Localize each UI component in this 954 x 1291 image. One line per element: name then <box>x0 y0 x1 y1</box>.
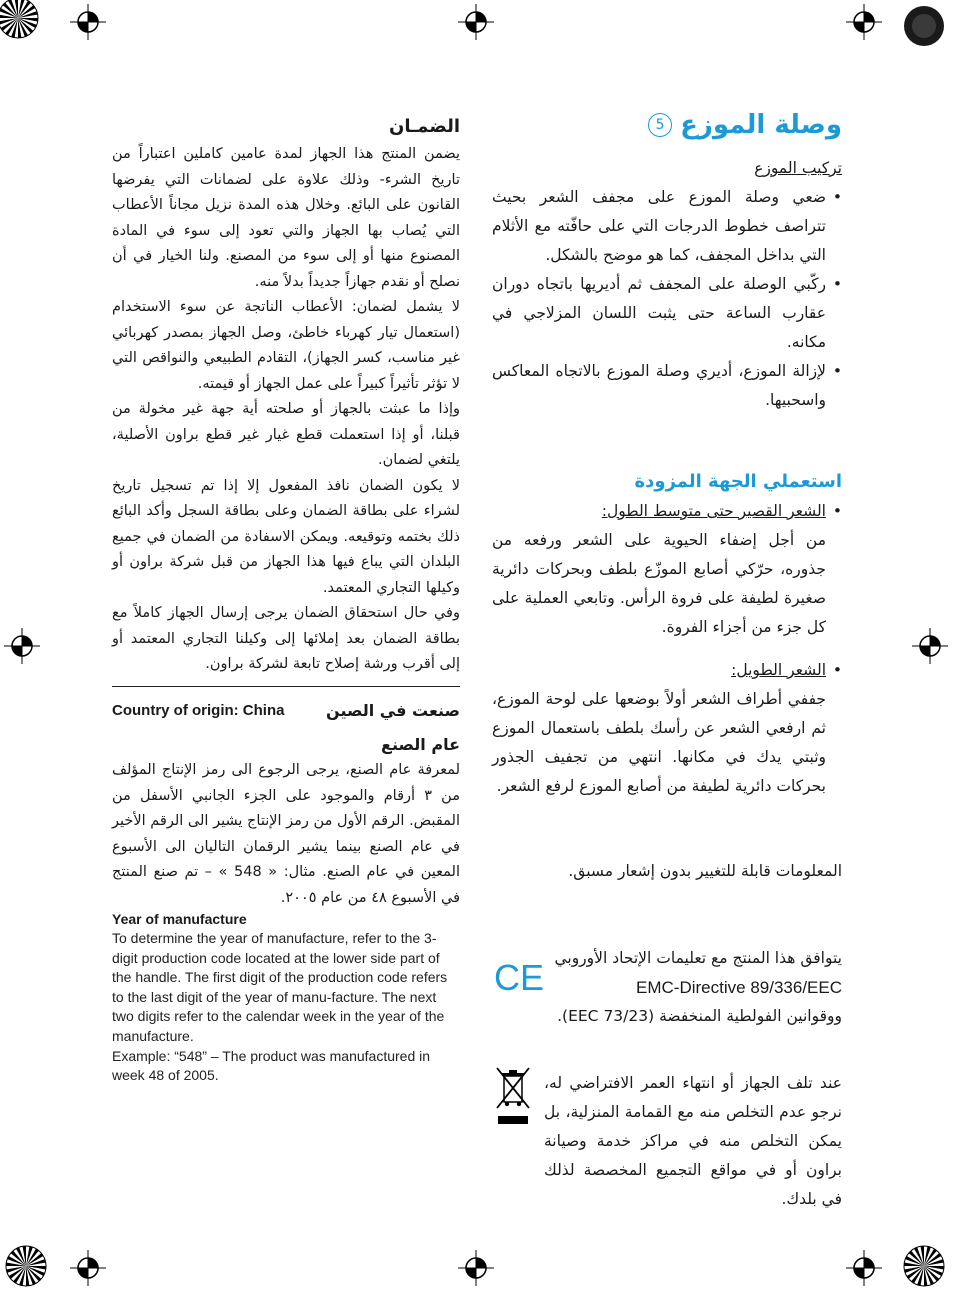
eu-line-3: ووقوانين الفولطية المنخفضة (73/23 EEC). <box>557 1007 842 1025</box>
crosshair-registration-icon <box>846 1250 882 1286</box>
manufacture-year-arabic <box>112 732 460 911</box>
star-target-bottom-left-icon <box>4 1244 48 1288</box>
disposal-notice: عند تلف الجهاز أو انتهاء العمر الافتراضي له، نرجو عدم التخلص منه مع القمامة المنزلية، بل يمكن التخلص منه في مراكز خدمة وصيانة براون أو في مواقع التجميع المخصصة لذلك في بلدك. <box>544 1074 842 1208</box>
guarantee-paragraph: لا يشمل لضمان: الأعطاب الناتجة عن سوء الاستخدام (استعمال تيار كهرباء خاطئ، وصل الجهاز بمصدر كهربائي غير مناسب، كسر الجهاز)، التقادم الطبيعي والنواقص التي لا تؤثر تأثيراً كبيراً على عمل الجهاز أو قيمته. <box>112 299 460 392</box>
crosshair-registration-icon <box>458 1250 494 1286</box>
guarantee-section <box>112 112 460 678</box>
change-notice: المعلومات قابلة للتغيير بدون إشعار مسبق. <box>568 862 842 880</box>
eu-line-1: يتوافق هذا المنتج مع تعليمات الإتحاد الأوروبي <box>554 949 842 967</box>
crosshair-registration-icon <box>70 4 106 40</box>
list-item: • ضعي وصلة الموزع على مجفف الشعر بحيث تتراصف خطوط الدرجات التي على حافّته مع الأثلام التي بداخل المجفف، كما هو موضح بالشكل. <box>492 183 842 270</box>
crossed-out-wheeled-bin-icon <box>494 1066 532 1128</box>
list-item <box>492 497 842 642</box>
list-item <box>492 656 842 801</box>
guarantee-paragraph: وفي حال استحقاق الضمان يرجى إرسال الجهاز كاملاً مع بطاقة الضمان بعد إملائها إلى وكيلنا التجاري المعتمد أو إلى أقرب ورشة إصلاح تابعة لشركة براون. <box>112 605 460 672</box>
crosshair-registration-icon <box>846 4 882 40</box>
assembly-list <box>492 183 842 415</box>
manufacture-year-example: Example: “548” – The product was manufactured in week 48 of 2005. <box>112 1047 431 1084</box>
crosshair-registration-icon <box>912 628 948 664</box>
eu-compliance <box>492 944 842 1031</box>
manufacture-year-english <box>112 910 458 1086</box>
divider <box>112 686 460 687</box>
section-title <box>492 108 842 142</box>
manufacture-year-text-arabic: لمعرفة عام الصنع، يرجى الرجوع الى رمز الإنتاج المؤلف من ٣ أرقام والموجود على الجزء الجانبي الأسفل من المقبض. الرقم الأول من رمز الإنتاج يشير الى الرقم الأخير في عام الصنع بينما يشير الرقمان التاليان الى الأسبوع المعين في عام الصنع. مثال: « 548 » – تم صنع المنتج في الأسبوع ٤٨ من عام ٢٠٠٥. <box>112 762 460 906</box>
guarantee-heading: الضمـان <box>388 116 460 137</box>
star-target-bottom-right-icon <box>902 1244 946 1288</box>
crosshair-registration-icon <box>70 1250 106 1286</box>
color-target-top-right-icon <box>902 4 946 48</box>
manufacture-year-heading: Year of manufacture <box>112 911 247 927</box>
guarantee-paragraph: وإذا ما عبثت بالجهاز أو صلحته أية جهة غير مخولة من قبلنا، أو إذا استعملت قطع غيار غير قطع براون الأصلية، يلتغي لضمان. <box>112 401 460 468</box>
usage-list <box>492 497 842 801</box>
manufacture-year-heading-arabic: عام الصنع <box>381 735 460 754</box>
crosshair-registration-icon <box>458 4 494 40</box>
list-item: • لإزالة الموزع، أديري وصلة الموزع بالاتجاه المعاكس واسحبيها. <box>492 357 842 415</box>
origin-english: Country of origin: China <box>112 702 285 719</box>
guarantee-paragraph: يضمن المنتج هذا الجهاز لمدة عامين كاملين اعتباراً من تاريخ الشرء- وذلك علاوة على لضمانات التي يفرضها القانون على البائع. وخلال هذه المدة نزيل مجاناً الأعطاب التي يُصاب بها الجهاز والتي تعود إلى سوء في المادة المصنوع منها أو إلى سوء من المصنع. ولنا الخيار في أن نصلح أو نقدم جهازاً جديداً بدلاً منه. <box>112 146 460 290</box>
list-item: • ركّبي الوصلة على المجفف ثم أديريها باتجاه دوران عقارب الساعة حتى يثبت اللسان المزلاجي في مكانه. <box>492 270 842 357</box>
manufacture-year-text: To determine the year of manufacture, refer to the 3-digit production code located at the lower side part of the handle. The first digit of the production code refers to the last digit of the year of manu-facture. The next two digits refer to the calendar week in the year of the manufacture. <box>112 930 448 1044</box>
eu-line-2: EMC-Directive 89/336/EEC <box>636 978 842 997</box>
usage-heading: استعملي الجهة المزودة <box>634 471 842 492</box>
origin-arabic: صنعت في الصين <box>326 701 460 720</box>
section-number-badge: 5 <box>648 113 672 137</box>
diffuser-section <box>492 108 842 1214</box>
guarantee-paragraph: لا يكون الضمان نافذ المفعول إلا إذا تم تسجيل تاريخ لشراء على بطاقة الضمان وعلى بطاقة السجل وأكد البائع ذلك بختمه وتوقيعه. ويمكن الاسفادة من الضمان في جميع البلدان التي يباع فيها هذا الجهاز من قبل شركة براون أو وكيلها التجاري المعتمد. <box>112 477 460 596</box>
star-target-top-left-icon <box>0 0 40 40</box>
assembly-heading: تركيب الموزع <box>754 159 842 177</box>
ce-mark-icon: CE <box>494 957 545 998</box>
country-of-origin-row <box>112 698 460 724</box>
usage-item-label: الشعر القصير حتى متوسط الطول: <box>601 502 826 520</box>
usage-item-text: جففي أطراف الشعر أولاً بوضعها على لوحة الموزع، ثم ارفعي الشعر عن رأسك بلطف باستعمال الموزع وثبتي يدك في مكانها. انتهي من تجفيف الجذور بحركات دائرية لطيفة من أصابع الموزع لرفع الشعر. <box>492 690 826 795</box>
usage-item-text: من أجل إضفاء الحيوية على الشعر ورفعه من جذوره، حرّكي أصابع الموزّع بلطف وبحركات دائرية صغيرة لطيفة على فروة الرأس. وتابعي العملية على كل جزء من أجزاء الفروة. <box>492 531 826 636</box>
crosshair-registration-icon <box>4 628 40 664</box>
usage-item-label: الشعر الطويل: <box>731 661 826 679</box>
section-title-text: وصلة الموزع <box>680 110 842 140</box>
